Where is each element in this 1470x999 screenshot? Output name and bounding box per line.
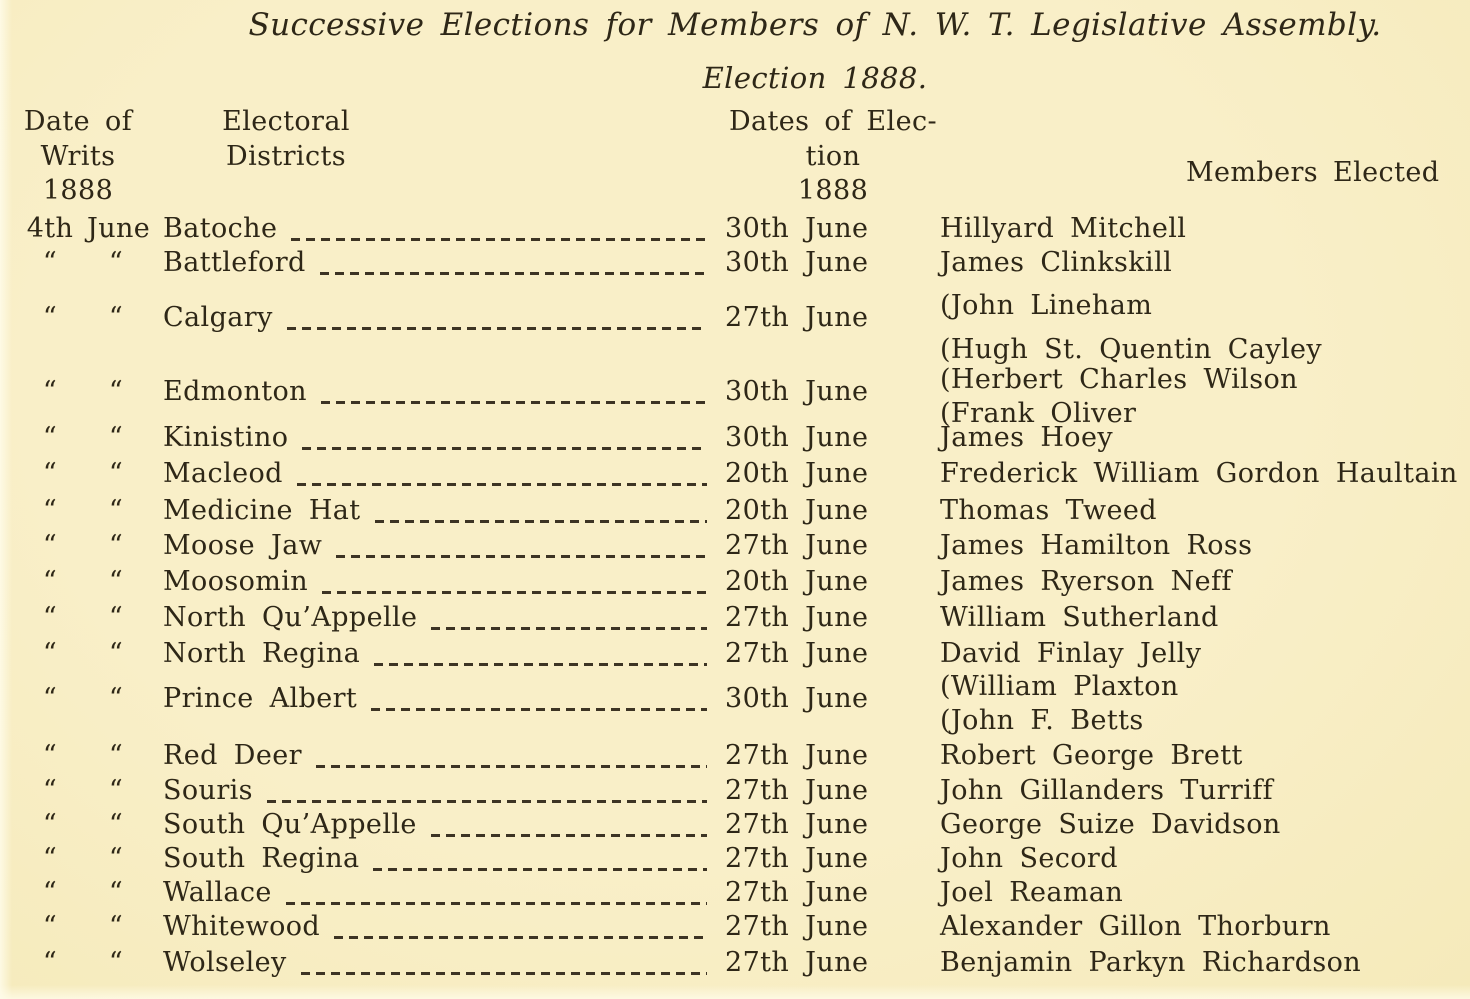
district-cell (163, 773, 713, 809)
dashed-leader-line (431, 834, 707, 837)
election-date-cell: 30th June (725, 683, 869, 714)
district-cell (163, 564, 713, 600)
writ-day-cell: “ (42, 638, 58, 669)
dashed-leader-line (322, 591, 707, 594)
election-date-cell: 30th June (725, 213, 869, 244)
writ-month-cell: “ (108, 740, 124, 771)
election-date-cell: 20th June (725, 566, 869, 597)
district-cell (163, 493, 713, 529)
member-name: (Herbert Charles Wilson (940, 364, 1298, 395)
writ-month-cell: “ (108, 302, 124, 333)
district-name: Medicine Hat (163, 495, 361, 526)
member-name: George Suize Davidson (940, 809, 1281, 840)
district-cell (163, 600, 713, 636)
writ-day-cell: “ (42, 809, 58, 840)
election-date-cell: 20th June (725, 495, 869, 526)
election-date-cell: 27th June (725, 302, 869, 333)
table-row (25, 564, 1445, 600)
election-date-cell: 27th June (725, 602, 869, 633)
district-cell (163, 420, 713, 456)
member-name: (Frank Oliver (940, 398, 1137, 429)
table-row (25, 288, 1445, 368)
election-date-cell: 27th June (725, 530, 869, 561)
header-line: Date of (23, 106, 133, 137)
member-name: James Clinkskill (940, 247, 1173, 278)
writ-day-cell: “ (42, 775, 58, 806)
writ-day-cell: “ (42, 302, 58, 333)
district-cell (163, 738, 713, 774)
table-row (25, 875, 1445, 911)
dashed-leader-line (373, 868, 707, 871)
member-name: Thomas Tweed (940, 495, 1157, 526)
writ-day-cell: 4th (26, 213, 74, 244)
election-date-cell: 27th June (725, 775, 869, 806)
header-line: Writs (40, 140, 116, 172)
dashed-leader-line (374, 663, 707, 666)
table-row (25, 245, 1445, 281)
table-row (25, 945, 1445, 981)
dashed-leader-line (302, 447, 707, 450)
district-name: Macleod (163, 458, 283, 489)
member-name: Robert George Brett (940, 740, 1243, 771)
header-line: tion (805, 140, 861, 172)
election-date-cell: 27th June (725, 911, 869, 942)
member-name: (John Lineham (940, 290, 1153, 321)
member-name: John Gillanders Turriff (940, 775, 1274, 806)
member-name: Alexander Gillon Thorburn (940, 911, 1331, 942)
writ-day-cell: “ (42, 947, 58, 978)
writ-month-cell: “ (108, 247, 124, 278)
header-line: 1888 (797, 175, 869, 206)
table-row (25, 669, 1445, 749)
dashed-leader-line (371, 708, 707, 711)
member-name: James Ryerson Neff (940, 566, 1232, 597)
district-cell (163, 211, 713, 247)
document-subtitle: Election 1888. (702, 61, 928, 95)
member-name: (William Plaxton (940, 671, 1179, 702)
district-cell (163, 245, 713, 281)
member-name: William Sutherland (940, 602, 1219, 633)
election-date-cell: 27th June (725, 877, 869, 908)
table-row (25, 456, 1458, 492)
table-row (25, 841, 1445, 877)
writ-day-cell: “ (42, 566, 58, 597)
district-cell (163, 841, 713, 877)
district-cell (163, 807, 713, 843)
dashed-leader-line (375, 520, 707, 523)
election-date-cell: 27th June (725, 843, 869, 874)
district-cell (163, 636, 713, 672)
table-row (25, 909, 1445, 945)
member-name: Hillyard Mitchell (940, 213, 1187, 244)
writ-month-cell: “ (108, 495, 124, 526)
district-name: North Regina (163, 638, 361, 669)
member-name: Frederick William Gordon Haultain (940, 458, 1458, 489)
writ-month-cell: “ (108, 843, 124, 874)
member-name: Joel Reaman (940, 877, 1124, 908)
dashed-leader-line (316, 765, 707, 768)
writ-day-cell: “ (42, 602, 58, 633)
member-name: James Hamilton Ross (940, 530, 1253, 561)
writ-month-cell: “ (108, 809, 124, 840)
writ-day-cell: “ (42, 843, 58, 874)
district-cell (163, 528, 713, 564)
member-name: David Finlay Jelly (940, 638, 1202, 669)
district-cell (163, 681, 713, 717)
member-name: (John F. Betts (940, 705, 1144, 736)
writ-month-cell: “ (108, 376, 124, 407)
district-cell (163, 374, 713, 410)
writ-day-cell: “ (42, 422, 58, 453)
writ-month-cell: “ (108, 911, 124, 942)
district-cell (163, 875, 713, 911)
header-line: Dates of Elec- (728, 106, 937, 137)
writ-month-cell: “ (108, 602, 124, 633)
district-cell (163, 945, 713, 981)
table-row (25, 420, 1445, 456)
dashed-leader-line (287, 327, 707, 330)
table-row (25, 600, 1445, 636)
member-name: (Hugh St. Quentin Cayley (940, 334, 1323, 365)
dashed-leader-line (336, 555, 707, 558)
dashed-leader-line (301, 972, 707, 975)
district-name: Souris (163, 775, 253, 806)
writ-day-cell: “ (42, 877, 58, 908)
district-name: South Regina (163, 843, 360, 874)
district-name: South Qu’Appelle (163, 809, 417, 840)
election-date-cell: 30th June (725, 247, 869, 278)
dashed-leader-line (297, 483, 707, 486)
writ-day-cell: “ (42, 683, 58, 714)
member-name: James Hoey (940, 422, 1113, 453)
header-line: Electoral (222, 106, 350, 137)
writ-month-cell: June (87, 213, 151, 244)
election-date-cell: 27th June (725, 740, 869, 771)
writ-day-cell: “ (42, 376, 58, 407)
district-cell (163, 909, 713, 945)
dashed-leader-line (320, 272, 707, 275)
writ-month-cell: “ (108, 638, 124, 669)
dashed-leader-line (291, 238, 707, 241)
writ-day-cell: “ (42, 458, 58, 489)
table-row (25, 493, 1445, 529)
table-row (25, 807, 1445, 843)
election-date-cell: 27th June (725, 638, 869, 669)
district-cell (163, 456, 713, 492)
table-row (25, 211, 1445, 247)
district-name: Wolseley (163, 947, 287, 978)
table-row (25, 636, 1445, 672)
writ-month-cell: “ (108, 422, 124, 453)
writ-day-cell: “ (42, 740, 58, 771)
election-date-cell: 20th June (725, 458, 869, 489)
election-date-cell: 27th June (725, 947, 869, 978)
election-date-cell: 27th June (725, 809, 869, 840)
dashed-leader-line (267, 800, 707, 803)
election-date-cell: 30th June (725, 422, 869, 453)
district-cell (163, 300, 713, 336)
district-name: Kinistino (163, 422, 289, 453)
district-name: Moosomin (163, 566, 309, 597)
writ-month-cell: “ (108, 683, 124, 714)
writ-day-cell: “ (42, 495, 58, 526)
dashed-leader-line (286, 902, 707, 905)
table-row (25, 528, 1445, 564)
writ-day-cell: “ (42, 247, 58, 278)
district-name: Battleford (163, 247, 306, 278)
writ-month-cell: “ (108, 530, 124, 561)
dashed-leader-line (431, 627, 707, 630)
district-name: Whitewood (163, 911, 321, 942)
writ-month-cell: “ (108, 566, 124, 597)
dashed-leader-line (321, 401, 707, 404)
district-name: Red Deer (163, 740, 302, 771)
document-title: Successive Elections for Members of N. W. T. Legislative Assembly. (248, 7, 1382, 43)
writ-day-cell: “ (42, 911, 58, 942)
district-name: Moose Jaw (163, 530, 323, 561)
header-line: 1888 (42, 175, 114, 206)
table-row (25, 738, 1445, 774)
district-name: Wallace (163, 877, 272, 908)
writ-month-cell: “ (108, 458, 124, 489)
member-name: Benjamin Parkyn Richardson (940, 947, 1362, 978)
writ-month-cell: “ (108, 877, 124, 908)
column-header-members-elected: Members Elected (1186, 157, 1440, 188)
district-name: North Qu’Appelle (163, 602, 418, 633)
district-name: Prince Albert (163, 683, 358, 714)
writ-month-cell: “ (108, 775, 124, 806)
district-name: Edmonton (163, 376, 307, 407)
dashed-leader-line (334, 936, 707, 939)
district-name: Calgary (163, 302, 273, 333)
election-date-cell: 30th June (725, 376, 869, 407)
writ-day-cell: “ (42, 530, 58, 561)
header-line: Districts (226, 140, 346, 172)
table-row (25, 773, 1445, 809)
member-name: John Secord (940, 843, 1118, 874)
district-name: Batoche (163, 213, 278, 244)
writ-month-cell: “ (108, 947, 124, 978)
